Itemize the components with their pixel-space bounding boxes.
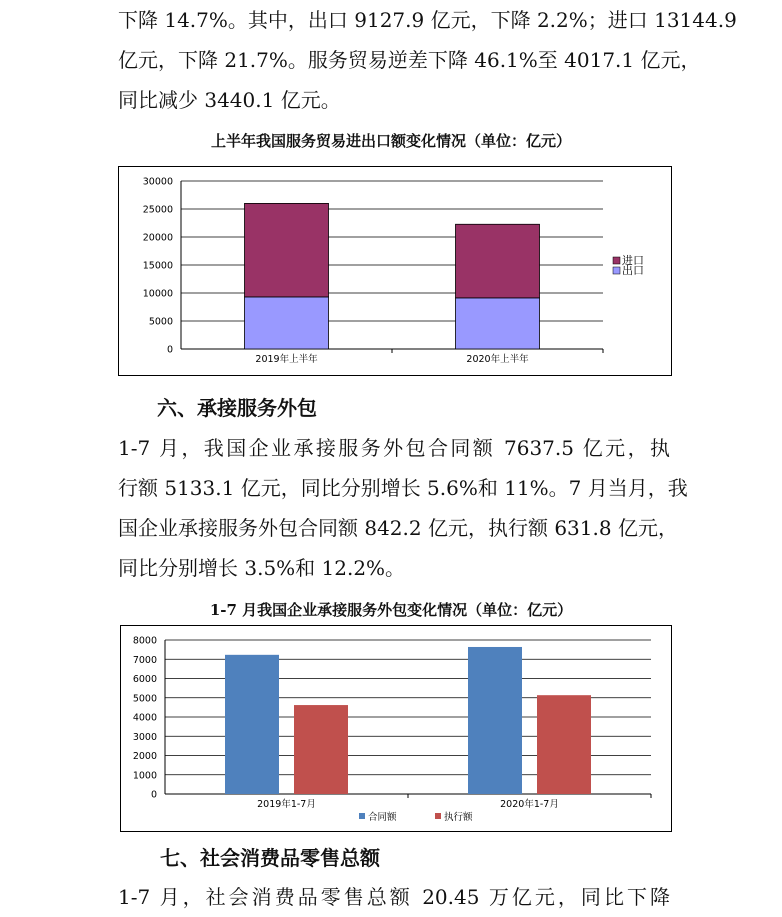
y-tick-label: 15000 [142, 260, 173, 272]
y-tick-label: 20000 [142, 232, 173, 244]
text-line: 国企业承接服务外包合同额 842.2 亿元，执行额 631.8 亿元， [118, 516, 678, 540]
chart2-title: 1-7 月我国企业承接服务外包变化情况（单位：亿元） [209, 601, 573, 619]
chart2-frame [120, 625, 672, 832]
y-tick-label: 4000 [132, 712, 157, 724]
chart1-title: 上半年我国服务贸易进出口额变化情况（单位：亿元） [210, 132, 571, 150]
chart1-frame [118, 166, 672, 376]
chart1-svg [119, 167, 671, 375]
y-tick-label: 7000 [132, 654, 157, 666]
chart2-svg [121, 626, 671, 831]
bar-执行额 [294, 705, 348, 794]
intro-paragraph [118, 0, 737, 120]
text-line: 下降 14.7%。其中，出口 9127.9 亿元，下降 2.2%；进口 13144.9 [118, 8, 737, 32]
section-heading-outsourcing: 六、承接服务外包 [157, 396, 317, 420]
text-line: 亿元，下降 21.7%。服务贸易逆差下降 46.1%至 4017.1 亿元， [118, 48, 701, 72]
y-tick-label: 6000 [132, 674, 157, 685]
legend-label: 出口 [622, 264, 644, 277]
x-tick-label: 2020年1-7月 [500, 799, 559, 810]
y-tick-label: 8000 [132, 635, 157, 647]
y-tick-label: 3000 [132, 731, 157, 743]
x-tick-label: 2019年1-7月 [257, 799, 316, 810]
text-line: 1-7 月，我国企业承接服务外包合同额 7637.5 亿元，执 [118, 436, 670, 460]
y-tick-label: 5000 [132, 693, 157, 705]
legend-swatch [613, 257, 620, 264]
y-tick-label: 25000 [142, 204, 173, 216]
text-line: 同比分别增长 3.5%和 12.2%。 [118, 556, 406, 580]
text-line: 行额 5133.1 亿元，同比分别增长 5.6%和 11%。7 月当月，我 [118, 476, 688, 500]
legend-swatch [435, 813, 441, 819]
bar-合同额 [225, 655, 279, 794]
legend-label: 执行额 [444, 812, 473, 823]
y-tick-label: 10000 [142, 288, 173, 300]
y-tick-label: 1000 [132, 770, 157, 782]
text-line: 同比减少 3440.1 亿元。 [118, 88, 341, 112]
x-tick-label: 2019年上半年 [255, 354, 318, 365]
text-line: 1-7 月，社会消费品零售总额 20.45 万亿元，同比下降 [118, 885, 670, 909]
retail-paragraph [118, 877, 670, 917]
legend-label: 进口 [622, 254, 644, 267]
bar-进口 [245, 203, 329, 297]
y-tick-label: 5000 [148, 316, 173, 328]
bar-执行额 [537, 695, 591, 794]
x-tick-label: 2020年上半年 [466, 354, 529, 365]
bar-出口 [456, 298, 540, 349]
section-heading-retail: 七、社会消费品零售总额 [160, 846, 380, 870]
y-tick-label: 30000 [142, 176, 173, 188]
legend-swatch [613, 267, 620, 274]
bar-合同额 [468, 647, 522, 794]
y-tick-label: 2000 [132, 751, 157, 762]
legend-label: 合同额 [368, 812, 397, 823]
outsourcing-paragraph [118, 428, 688, 588]
y-tick-label: 0 [166, 344, 173, 356]
bar-出口 [245, 297, 329, 349]
y-tick-label: 0 [150, 789, 157, 801]
bar-进口 [456, 224, 540, 298]
legend-swatch [359, 813, 365, 819]
